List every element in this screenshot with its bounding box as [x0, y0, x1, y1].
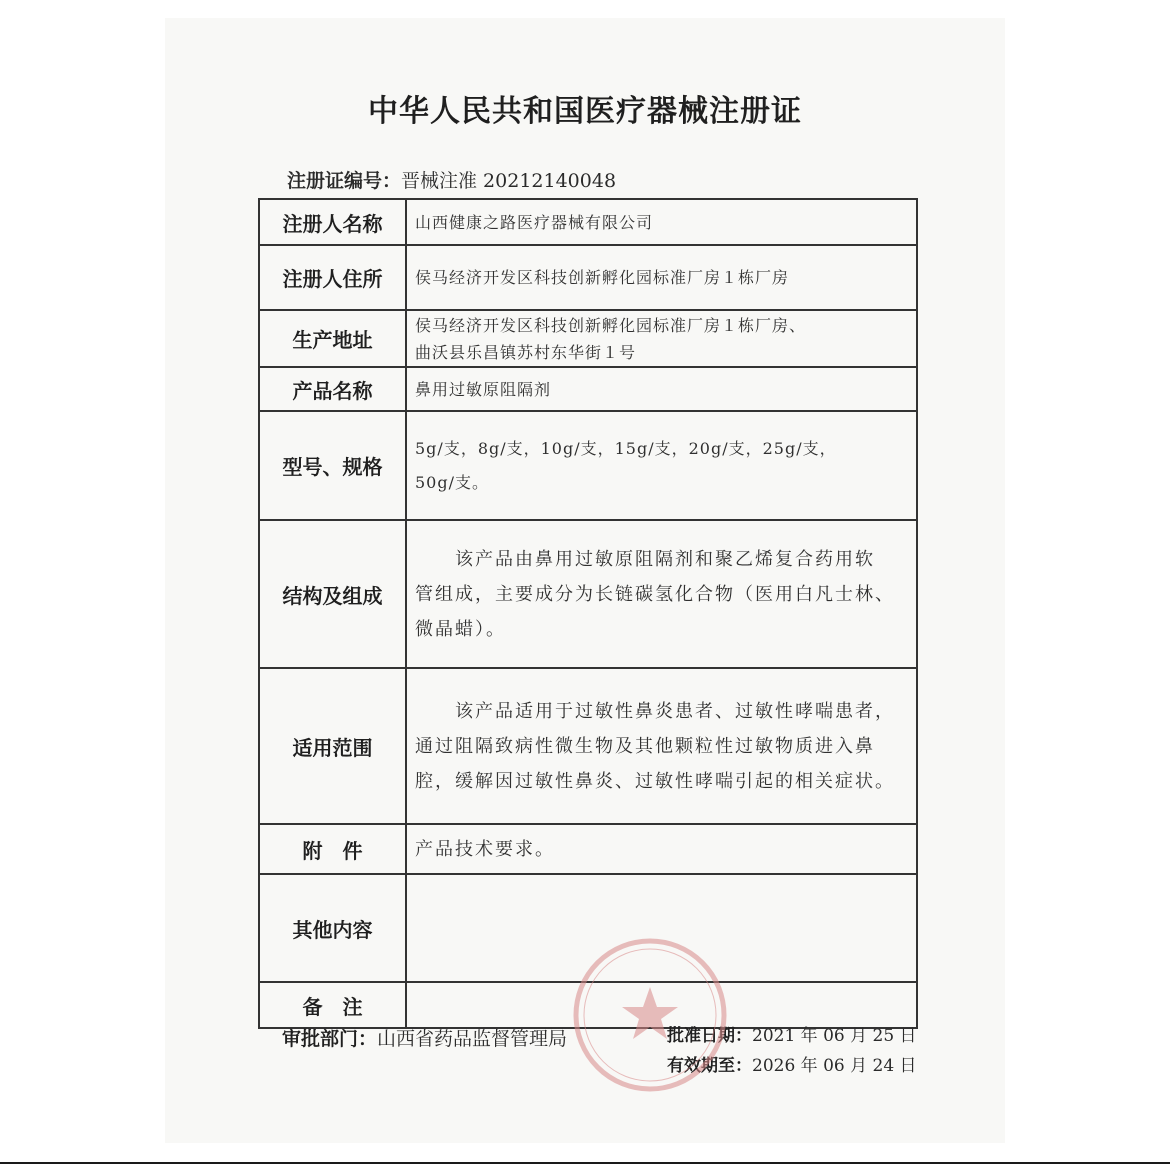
row-value: 鼻用过敏原阻隔剂	[406, 367, 917, 411]
registration-number-line	[287, 166, 616, 193]
value-text: 该产品适用于过敏性鼻炎患者、过敏性哮喘患者，	[455, 700, 895, 722]
row-label: 型号、规格	[259, 411, 406, 520]
value-line: 腔，缓解因过敏性鼻炎、过敏性哮喘引起的相关症状。	[415, 770, 895, 792]
value-line: 50g/支。	[415, 472, 489, 492]
table-row	[259, 520, 917, 668]
expiry-date-value: 2026 年 06 月 24 日	[752, 1056, 917, 1076]
row-label: 注册人名称	[259, 199, 406, 245]
approval-authority-label: 审批部门：	[282, 1028, 378, 1050]
certificate-table	[258, 198, 918, 1029]
value-line: 5g/支，8g/支，10g/支，15g/支，20g/支，25g/支，	[415, 438, 837, 458]
table-row	[259, 668, 917, 824]
bottom-divider	[0, 1162, 1170, 1164]
table-row	[259, 824, 917, 874]
table-row	[259, 411, 917, 520]
certificate-title: 中华人民共和国医疗器械注册证	[368, 94, 802, 129]
row-label: 生产地址	[259, 310, 406, 367]
row-label: 注册人住所	[259, 245, 406, 310]
value-text: 该产品由鼻用过敏原阻隔剂和聚乙烯复合药用软	[455, 548, 875, 570]
value-line: 曲沃县乐昌镇苏村东华街１号	[415, 342, 637, 362]
table-row	[259, 367, 917, 411]
row-value: 产品技术要求。	[406, 824, 917, 874]
expiry-date-label: 有效期至：	[667, 1056, 752, 1076]
row-value	[406, 520, 917, 668]
row-value	[406, 310, 917, 367]
value-line: 侯马经济开发区科技创新孵化园标准厂房１栋厂房、	[415, 315, 807, 335]
approval-date-value: 2021 年 06 月 25 日	[752, 1026, 917, 1046]
row-value	[406, 411, 917, 520]
registration-number-value: 晋械注准 20212140048	[401, 170, 617, 192]
value-line: 微晶蜡）。	[415, 618, 506, 640]
row-label: 其他内容	[259, 874, 406, 982]
registration-number-label: 注册证编号：	[287, 170, 402, 192]
row-value: 侯马经济开发区科技创新孵化园标准厂房１栋厂房	[406, 245, 917, 310]
table-row	[259, 199, 917, 245]
value-line	[415, 694, 910, 729]
value-line	[415, 542, 910, 577]
row-value	[406, 668, 917, 824]
value-line: 管组成，主要成分为长链碳氢化合物（医用白凡士林、	[415, 583, 895, 605]
table-row	[259, 245, 917, 310]
row-label: 结构及组成	[259, 520, 406, 668]
row-value: 山西健康之路医疗器械有限公司	[406, 199, 917, 245]
row-label: 适用范围	[259, 668, 406, 824]
approval-authority	[282, 1024, 567, 1051]
row-label: 备 注	[259, 982, 406, 1028]
official-seal-icon	[570, 935, 730, 1095]
row-label: 产品名称	[259, 367, 406, 411]
approval-date-label: 批准日期：	[667, 1026, 752, 1046]
row-label: 附 件	[259, 824, 406, 874]
value-line: 通过阻隔致病性微生物及其他颗粒性过敏物质进入鼻	[415, 735, 875, 757]
approval-authority-value: 山西省药品监督管理局	[377, 1028, 568, 1050]
table-row	[259, 310, 917, 367]
